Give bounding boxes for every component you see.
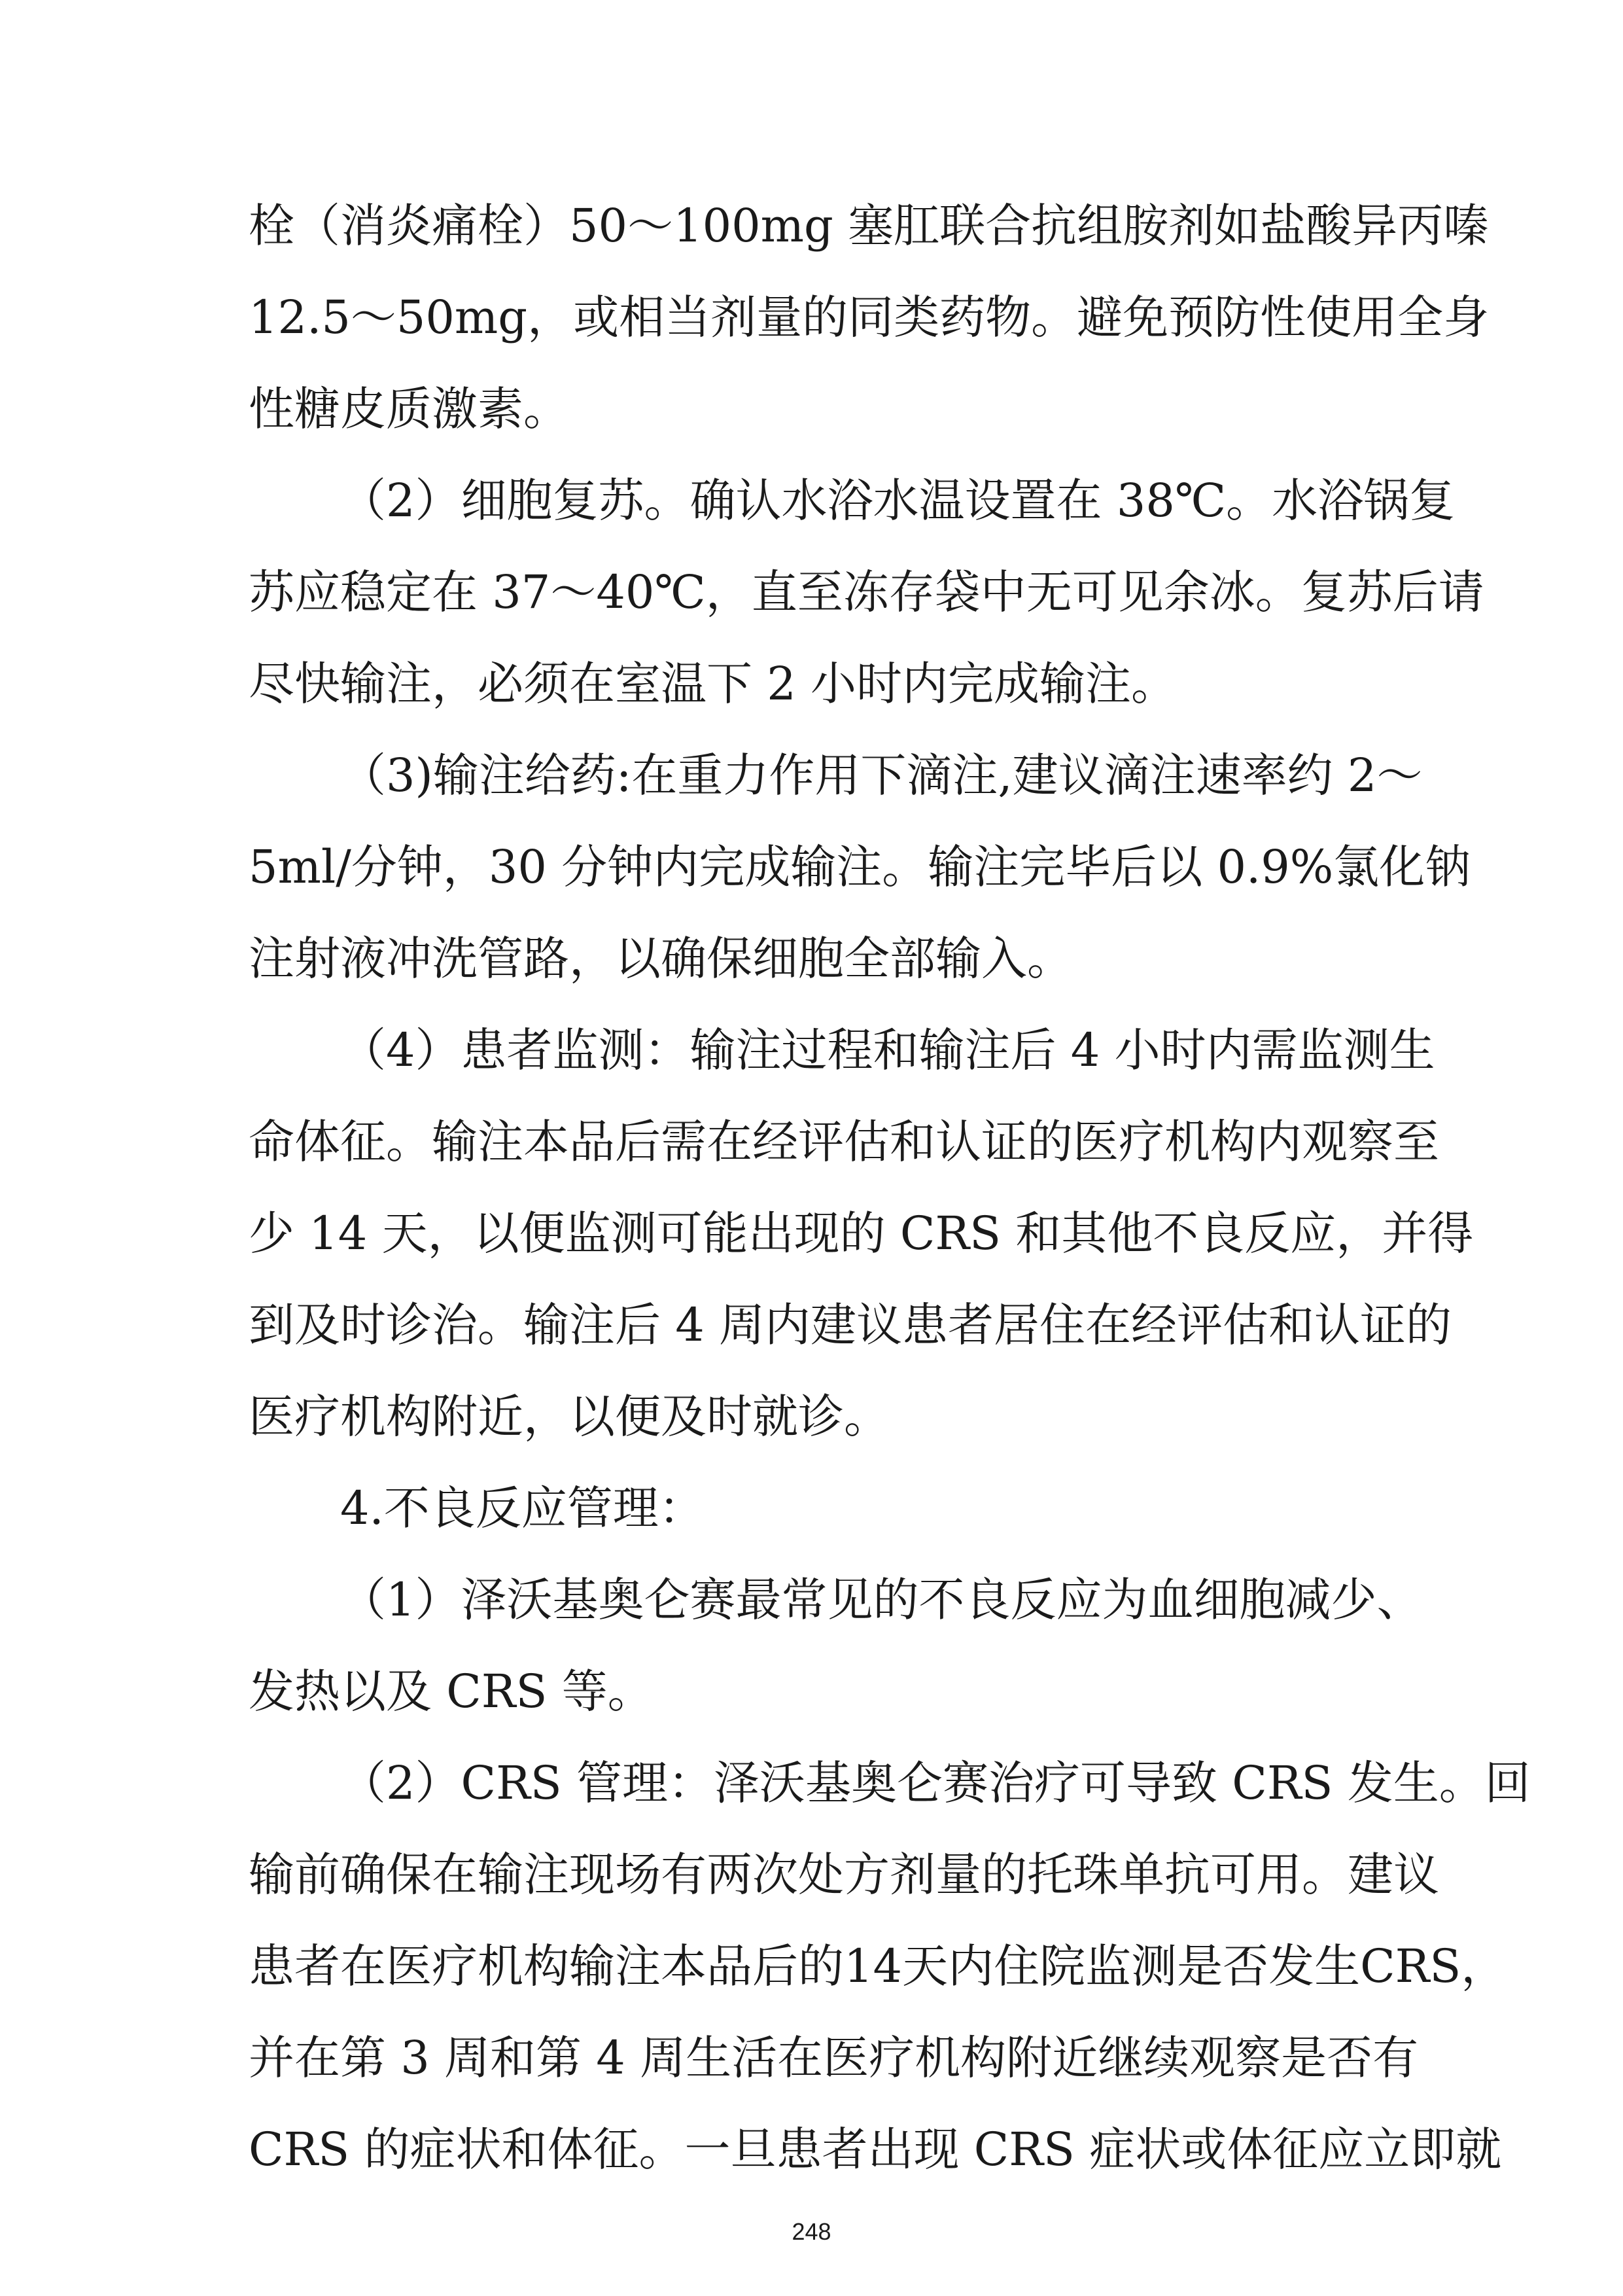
page-number: 248 [792,2218,831,2245]
text-line: 注射液冲洗管路，以确保细胞全部输入。 [249,932,1073,985]
text-line: 苏应稳定在 37～40℃，直至冻存袋中无可见余冰。复苏后请 [249,565,1484,619]
paragraph-start-line: （2）CRS 管理：泽沃基奥仑赛治疗可导致 CRS 发生。回 [340,1756,1531,1810]
paragraph-start-line: （4）患者监测：输注过程和输注后 4 小时内需监测生 [340,1023,1435,1077]
paragraph-start-line: （2）细胞复苏。确认水浴水温设置在 38℃。水浴锅复 [340,474,1456,527]
text-line: 12.5～50mg，或相当剂量的同类药物。避免预防性使用全身 [249,291,1490,344]
section-heading: 4.不良反应管理： [340,1481,705,1535]
text-line: 性糖皮质激素。 [249,382,569,436]
text-line: 输前确保在输注现场有两次处方剂量的托珠单抗可用。建议 [249,1848,1439,1901]
text-line: 5ml/分钟，30 分钟内完成输注。输注完毕后以 0.9%氯化钠 [249,840,1471,894]
text-line: 尽快输注，必须在室温下 2 小时内完成输注。 [249,657,1178,711]
paragraph-start-line: （1）泽沃基奥仑赛最常见的不良反应为血细胞减少、 [340,1573,1423,1627]
paragraph-start-line: （3)输注给药:在重力作用下滴注,建议滴注速率约 2～ [340,749,1423,802]
text-line: 到及时诊治。输注后 4 周内建议患者居住在经评估和认证的 [249,1298,1452,1352]
text-line: 并在第 3 周和第 4 周生活在医疗机构附近继续观察是否有 [249,2031,1419,2085]
text-line: 少 14 天，以便监测可能出现的 CRS 和其他不良反应，并得 [249,1207,1474,1260]
text-line: CRS 的症状和体征。一旦患者出现 CRS 症状或体征应立即就 [249,2123,1502,2176]
text-line: 命体征。输注本品后需在经评估和认证的医疗机构内观察至 [249,1115,1439,1169]
text-line: 发热以及 CRS 等。 [249,1665,654,1718]
text-line: 患者在医疗机构输注本品后的14天内住院监测是否发生CRS， [249,1939,1507,1993]
text-line: 栓（消炎痛栓）50～100mg 塞肛联合抗组胺剂如盐酸异丙嗪 [249,199,1490,253]
text-line: 医疗机构附近，以便及时就诊。 [249,1390,890,1443]
